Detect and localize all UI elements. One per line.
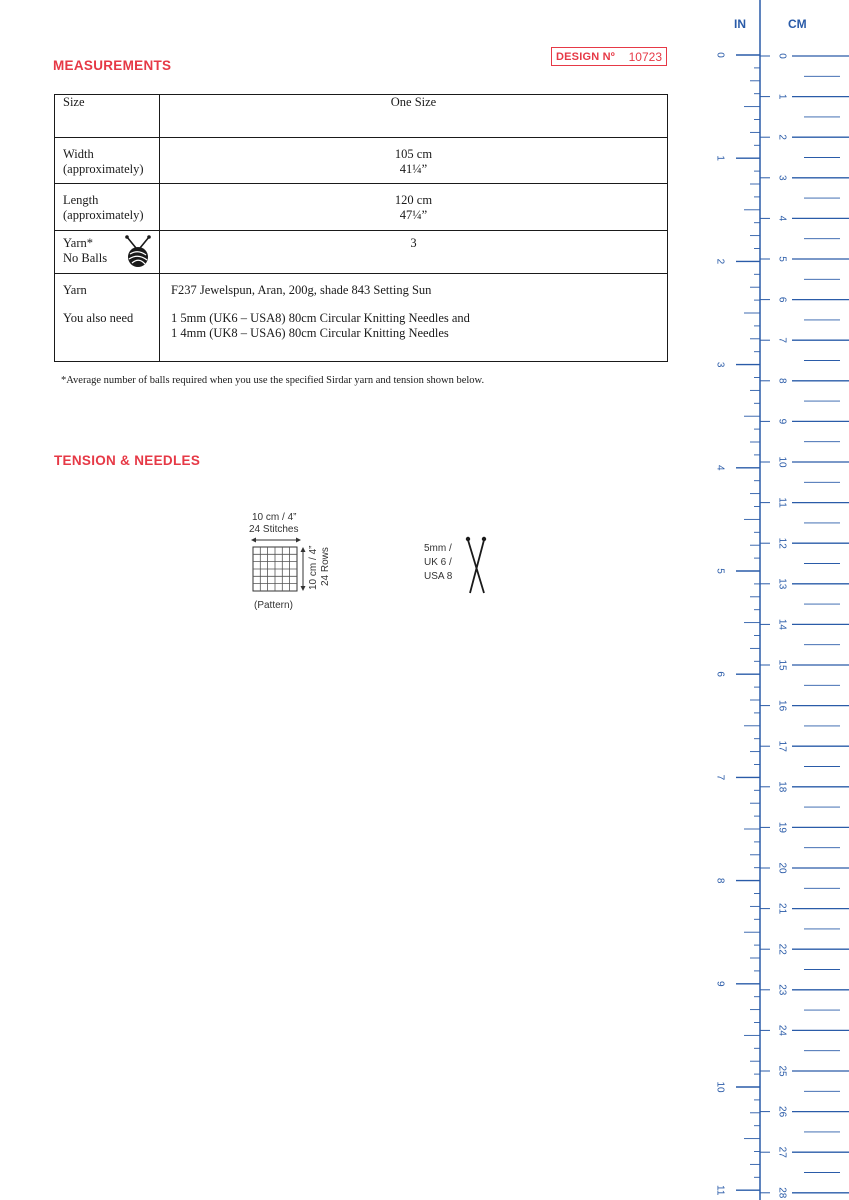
- yarn-ball-icon: [123, 235, 153, 269]
- cm-label: 14: [776, 618, 788, 630]
- length-approx: (approximately): [63, 208, 144, 222]
- tension-pattern-label: (Pattern): [254, 600, 293, 611]
- inch-label: 5: [714, 568, 726, 574]
- design-number-box: [551, 47, 667, 66]
- cm-label: 13: [776, 578, 788, 590]
- inch-label: 7: [714, 774, 726, 781]
- cm-label: 21: [776, 903, 788, 915]
- cm-label: 15: [776, 659, 788, 671]
- table-row: [55, 95, 668, 138]
- table-row: [55, 274, 668, 362]
- yarn-label: Yarn: [63, 283, 87, 297]
- needle-size-line-1: 5mm /: [424, 543, 452, 554]
- no-balls-label: No Balls: [63, 251, 108, 265]
- inch-label: 9: [714, 981, 726, 987]
- inch-label: 6: [714, 671, 726, 677]
- design-label: DESIGN Nº: [556, 50, 615, 63]
- balls-label-cell: [55, 231, 160, 274]
- measurements-table: [54, 94, 668, 362]
- tension-heading: TENSION & NEEDLES: [54, 453, 201, 468]
- cm-label: 2: [776, 134, 788, 140]
- footnote: *Average number of balls required when you use the specified Sirdar yarn and tension shown below.: [61, 375, 485, 386]
- balls-value: 3: [160, 231, 668, 274]
- cm-label: 8: [776, 378, 788, 384]
- tension-stitches: 24 Stitches: [249, 524, 299, 535]
- cm-label: 28: [776, 1187, 788, 1199]
- cm-label: 27: [776, 1146, 788, 1158]
- cm-label: 4: [776, 215, 788, 222]
- size-label: Size: [55, 95, 160, 138]
- yarn-label-cell: [55, 274, 160, 362]
- width-label: Width: [63, 147, 94, 161]
- width-label-cell: [55, 138, 160, 184]
- cm-label: 11: [776, 497, 788, 508]
- cm-label: 0: [776, 53, 788, 59]
- also-need-label: You also need: [63, 311, 134, 325]
- tension-height-label: 10 cm / 4”: [308, 545, 319, 590]
- width-approx: (approximately): [63, 162, 144, 176]
- needle-line-2: 1 4mm (UK8 – USA6) 80cm Circular Knitting Needles: [171, 326, 449, 340]
- cm-label: 25: [776, 1065, 788, 1077]
- table-row: [55, 231, 668, 274]
- yarn-value: F237 Jewelspun, Aran, 200g, shade 843 Setting Sun: [171, 283, 432, 297]
- tension-rows: 24 Rows: [320, 547, 331, 586]
- length-label: Length: [63, 193, 99, 207]
- length-cm: 120 cm: [394, 193, 433, 207]
- inch-label: 10: [714, 1081, 726, 1093]
- inch-label: 0: [714, 52, 726, 58]
- cm-label: 18: [776, 781, 788, 793]
- table-row: [55, 184, 668, 231]
- ruler-in-label: IN: [734, 17, 746, 31]
- yarn-star-label: Yarn*: [63, 236, 93, 250]
- length-label-cell: [55, 184, 160, 231]
- cm-label: 16: [776, 700, 788, 712]
- inch-label: 4: [714, 465, 726, 471]
- ruler: [700, 0, 849, 1200]
- width-cm: 105 cm: [394, 147, 433, 161]
- width-value-cell: [160, 138, 668, 184]
- cm-label: 19: [776, 821, 788, 833]
- ruler-cm-label: CM: [788, 17, 807, 31]
- tension-square-diagram: [250, 536, 306, 596]
- knitting-needles-icon: [462, 535, 492, 597]
- tension-width-label: 10 cm / 4”: [252, 512, 297, 523]
- cm-label: 7: [776, 337, 788, 343]
- cm-label: 26: [776, 1106, 788, 1118]
- cm-label: 20: [776, 862, 788, 874]
- inch-label: 8: [714, 877, 726, 884]
- cm-label: 23: [776, 984, 788, 996]
- size-value: One Size: [160, 95, 668, 138]
- cm-label: 1: [776, 93, 788, 100]
- cm-label: 9: [776, 418, 788, 425]
- cm-label: 17: [776, 740, 788, 752]
- yarn-value-cell: [160, 274, 668, 362]
- width-in: 41¼”: [399, 162, 428, 176]
- needle-size-text: [424, 542, 452, 584]
- table-row: [55, 138, 668, 184]
- length-in: 47¼”: [399, 208, 428, 222]
- inch-label: 3: [714, 361, 726, 368]
- measurements-heading: MEASUREMENTS: [53, 58, 172, 73]
- cm-label: 24: [776, 1024, 788, 1036]
- cm-label: 12: [776, 537, 788, 549]
- cm-label: 5: [776, 256, 788, 262]
- design-number: 10723: [628, 49, 662, 64]
- needle-line-1: 1 5mm (UK6 – USA8) 80cm Circular Knitting Needles and: [171, 311, 470, 325]
- needle-size-line-3: USA 8: [424, 571, 453, 582]
- length-value-cell: [160, 184, 668, 231]
- inch-label: 2: [714, 258, 726, 265]
- cm-label: 22: [776, 943, 788, 955]
- inch-label: 11: [714, 1185, 726, 1196]
- cm-label: 3: [776, 175, 788, 181]
- needle-size-line-2: UK 6 /: [424, 557, 452, 568]
- cm-label: 6: [776, 296, 788, 303]
- cm-label: 10: [776, 456, 788, 468]
- inch-label: 1: [714, 155, 726, 161]
